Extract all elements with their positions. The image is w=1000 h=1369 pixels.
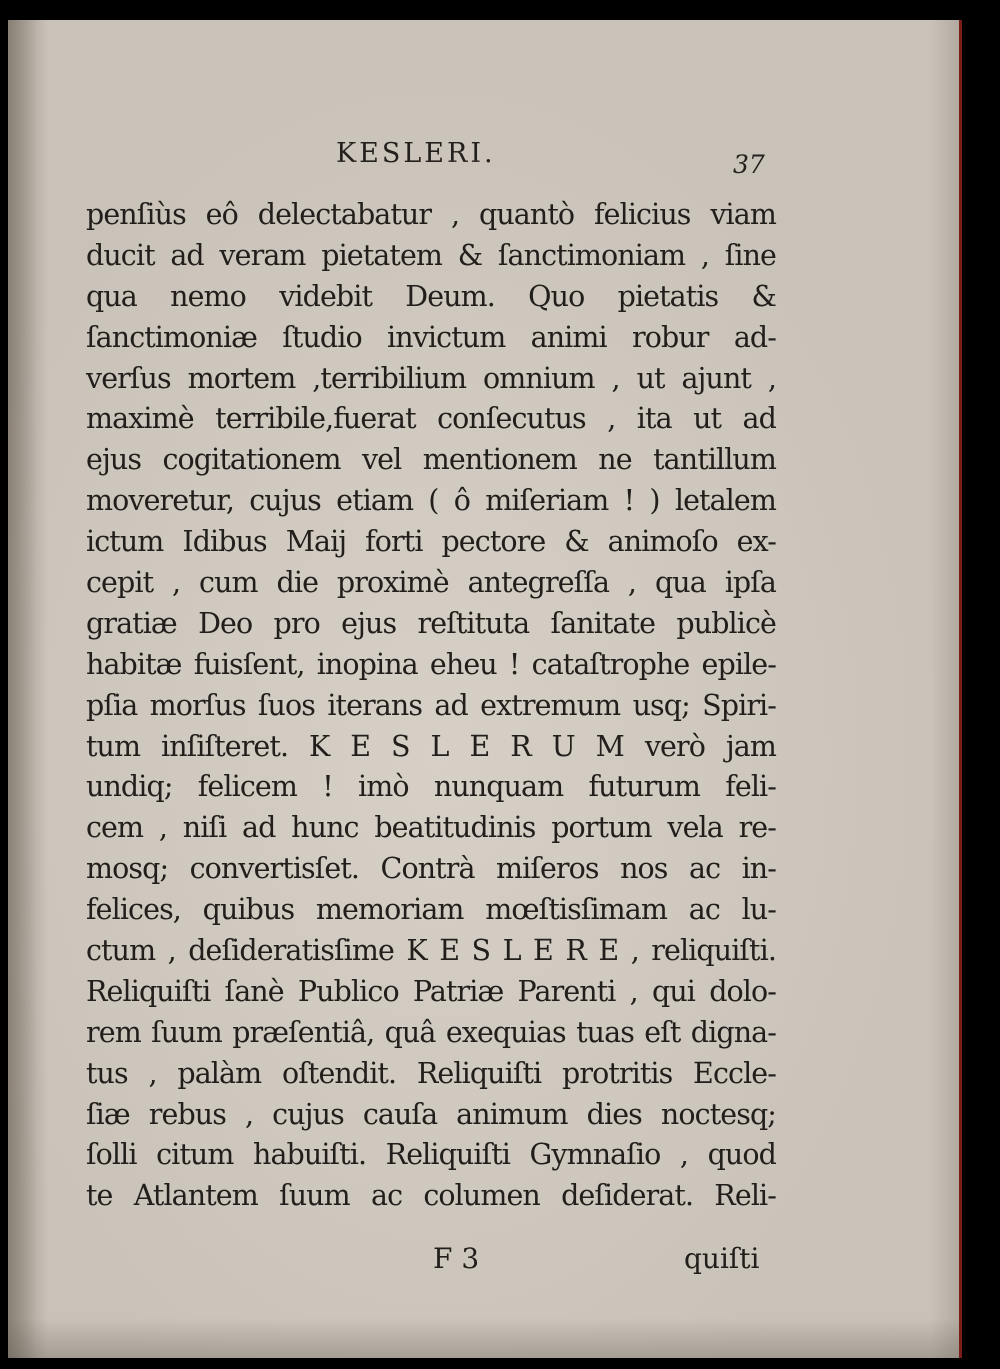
text-line: maximè terribile,fuerat conſecutus , ita ut ad — [86, 402, 776, 436]
book-page — [8, 20, 962, 1358]
text-line: ſolli citum habuiſti. Reliquiſti Gymnaſio , quod — [86, 1138, 776, 1172]
text-line: penſiùs eô delectabatur , quantò felicius viam — [86, 198, 776, 231]
text-line: undiq; felicem ! imò nunquam futurum feli- — [86, 770, 776, 804]
catchword: quiſti — [684, 1242, 760, 1275]
gutter-shadow — [8, 20, 48, 1358]
text-line: te Atlantem ſuum ac columen deſiderat. Reli- — [86, 1179, 776, 1213]
text-line: pſia morſus ſuos iterans ad extremum usq; Spiri- — [86, 688, 776, 722]
page-header — [8, 138, 959, 178]
text-line: cem , niſi ad hunc beatitudinis portum vela re- — [86, 811, 776, 845]
text-line: felices, quibus memoriam mœſtisſimam ac lu- — [86, 893, 776, 927]
page-number: 37 — [733, 150, 765, 179]
text-line: moveretur, cujus etiam ( ô miſeriam ! ) letalem — [86, 484, 776, 518]
text-line: rem ſuum præſentiâ, quâ exequias tuas eſt digna- — [86, 1015, 776, 1049]
text-line: ducit ad veram pietatem & ſanctimoniam , ſine — [86, 238, 776, 272]
text-line: habitæ fuisſent, inopina eheu ! cataſtrophe epile- — [86, 647, 776, 681]
text-line: mosq; convertisſet. Contrà miſeros nos ac in- — [86, 852, 776, 886]
text-line: tus , palàm oſtendit. Reliquiſti protritis Eccle- — [86, 1056, 776, 1090]
signature-mark: F 3 — [433, 1242, 480, 1275]
page-bottom-edge — [8, 1318, 959, 1358]
text-line: qua nemo videbit Deum. Quo pietatis & — [86, 279, 776, 313]
text-line: ctum , deſideratisſime K E S L E R E , reliquiſti. — [86, 934, 776, 968]
text-line: Reliquiſti ſanè Publico Patriæ Parenti , qui dolo- — [86, 974, 776, 1008]
text-line: ſiæ rebus , cujus cauſa animum dies noctesq; — [86, 1097, 776, 1131]
text-line: ictum Idibus Maij forti pectore & animoſo ex- — [86, 525, 776, 559]
text-line: verſus mortem ,terribilium omnium , ut ajunt , — [86, 361, 776, 395]
text-line: ſanctimoniæ ſtudio invictum animi robur ad- — [86, 320, 776, 354]
text-line: tum inſiſteret. K E S L E R U M verò jam — [86, 729, 776, 763]
text-line: cepit , cum die proximè antegreſſa , qua ipſa — [86, 566, 776, 600]
body-text — [86, 195, 776, 1217]
running-head: KESLERI. — [336, 138, 496, 169]
page-footer — [8, 1242, 959, 1292]
text-line: gratiæ Deo pro ejus reſtituta ſanitate publicè — [86, 606, 776, 640]
text-line: ejus cogitationem vel mentionem ne tantillum — [86, 443, 776, 477]
